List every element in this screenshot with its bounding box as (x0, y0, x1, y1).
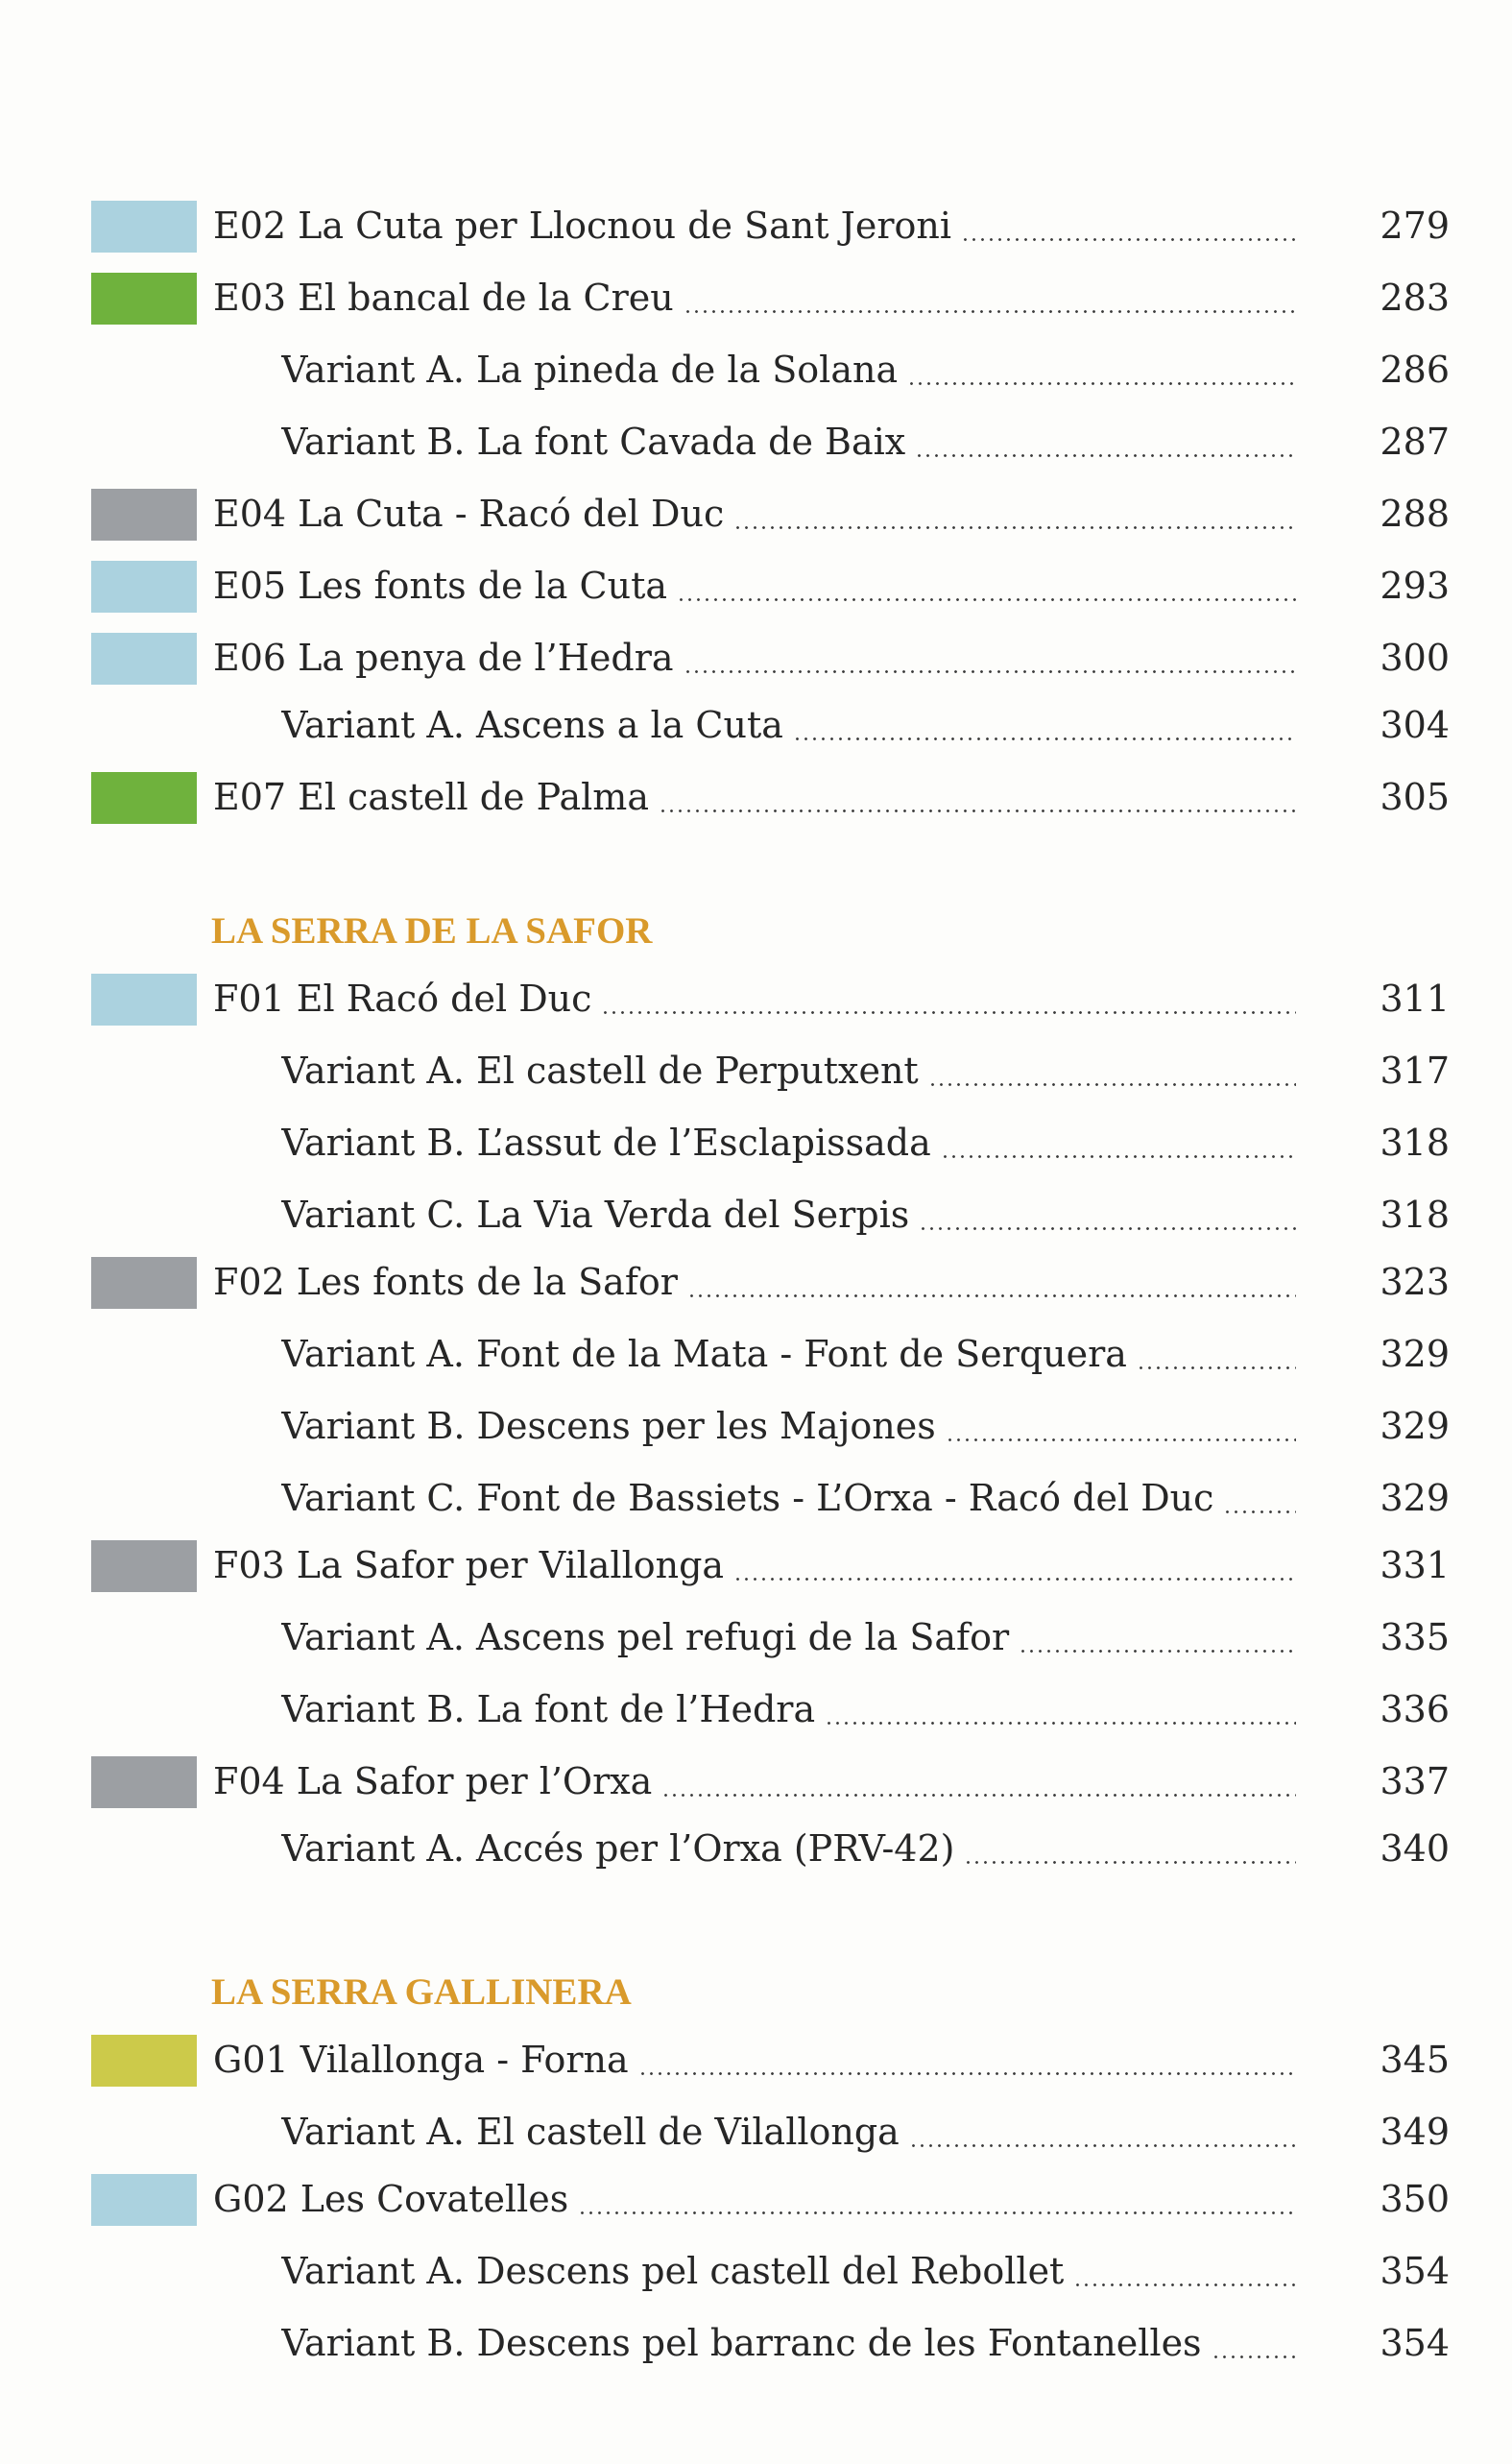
page-number: 329 (1380, 1405, 1450, 1447)
entry-title: E07 El castell de Palma (213, 768, 659, 826)
toc-variant-entry[interactable] (0, 2242, 1512, 2300)
entry-title: Variant A. El castell de Vilallonga (281, 2103, 909, 2161)
dot-leader (733, 485, 1296, 543)
dot-leader (733, 1536, 1296, 1594)
page-number: 329 (1380, 1333, 1450, 1375)
entry-title: Variant B. La font Cavada de Baix (281, 413, 915, 471)
entry-title: E03 El bancal de la Creu (213, 269, 684, 326)
dot-leader (793, 696, 1296, 754)
dot-leader (684, 629, 1296, 687)
toc-route-entry[interactable] (0, 1536, 1512, 1594)
entry-title: Variant C. Font de Bassiets - L’Orxa - Racó del Duc (281, 1469, 1223, 1527)
page-number: 323 (1380, 1261, 1450, 1303)
dot-leader (684, 269, 1296, 326)
route-color-swatch (91, 1257, 197, 1309)
dot-leader (638, 2031, 1296, 2089)
page-number: 286 (1380, 349, 1450, 391)
route-color-swatch (91, 561, 197, 613)
page-number: 283 (1380, 277, 1450, 319)
page-number: 335 (1380, 1616, 1450, 1658)
entry-title: Variant A. Accés per l’Orxa (PRV-42) (281, 1820, 964, 1877)
toc-variant-entry[interactable] (0, 1820, 1512, 1877)
page-number: 354 (1380, 2250, 1450, 2292)
toc-route-entry[interactable] (0, 1752, 1512, 1810)
route-color-swatch (91, 974, 197, 1026)
entry-title: Variant A. Ascens pel refugi de la Safor (281, 1608, 1019, 1666)
page-number: 337 (1380, 1760, 1450, 1802)
page-number: 329 (1380, 1477, 1450, 1519)
dot-leader (659, 768, 1296, 826)
entry-title: F03 La Safor per Vilallonga (213, 1536, 733, 1594)
dot-leader (928, 1042, 1296, 1099)
entry-title: E06 La penya de l’Hedra (213, 629, 684, 687)
entry-title: G01 Vilallonga - Forna (213, 2031, 638, 2089)
page-number: 304 (1380, 704, 1450, 746)
route-color-swatch (91, 489, 197, 541)
entry-title: Variant B. Descens per les Majones (281, 1397, 946, 1455)
entry-title: E02 La Cuta per Llocnou de Sant Jeroni (213, 197, 961, 254)
entry-title: Variant A. Descens pel castell del Rebollet (281, 2242, 1073, 2300)
dot-leader (909, 2103, 1296, 2161)
page-number: 293 (1380, 565, 1450, 607)
entry-title: E05 Les fonts de la Cuta (213, 557, 677, 615)
route-color-swatch (91, 201, 197, 253)
entry-title: G02 Les Covatelles (213, 2170, 578, 2228)
toc-route-entry[interactable] (0, 557, 1512, 615)
page-number: 331 (1380, 1544, 1450, 1586)
page-number: 318 (1380, 1194, 1450, 1236)
toc-route-entry[interactable] (0, 629, 1512, 687)
entry-title: Variant B. La font de l’Hedra (281, 1680, 825, 1738)
page-number: 336 (1380, 1688, 1450, 1730)
route-color-swatch (91, 273, 197, 325)
toc-route-entry[interactable] (0, 768, 1512, 826)
dot-leader (915, 413, 1296, 471)
page-number: 305 (1380, 776, 1450, 818)
toc-variant-entry[interactable] (0, 1186, 1512, 1244)
page-number: 345 (1380, 2039, 1450, 2081)
toc-variant-entry[interactable] (0, 1608, 1512, 1666)
toc-variant-entry[interactable] (0, 2314, 1512, 2372)
entry-title: Variant A. La pineda de la Solana (281, 341, 907, 399)
toc-route-entry[interactable] (0, 197, 1512, 254)
toc-variant-entry[interactable] (0, 1469, 1512, 1527)
toc-route-entry[interactable] (0, 485, 1512, 543)
dot-leader (578, 2170, 1296, 2228)
dot-leader (677, 557, 1296, 615)
page-number: 350 (1380, 2178, 1450, 2220)
page-number: 300 (1380, 637, 1450, 679)
toc-variant-entry[interactable] (0, 2103, 1512, 2161)
toc-variant-entry[interactable] (0, 1042, 1512, 1099)
dot-leader (941, 1114, 1296, 1172)
route-color-swatch (91, 1540, 197, 1592)
route-color-swatch (91, 2174, 197, 2226)
page-number: 311 (1380, 978, 1450, 1020)
page-number: 349 (1380, 2111, 1450, 2153)
entry-title: F01 El Racó del Duc (213, 970, 601, 1027)
toc-route-entry[interactable] (0, 2170, 1512, 2228)
toc-variant-entry[interactable] (0, 1114, 1512, 1172)
route-color-swatch (91, 633, 197, 685)
dot-leader (601, 970, 1296, 1027)
toc-route-entry[interactable] (0, 1253, 1512, 1311)
page-number: 354 (1380, 2322, 1450, 2364)
route-color-swatch (91, 1756, 197, 1808)
dot-leader (661, 1752, 1296, 1810)
page-number: 288 (1380, 493, 1450, 535)
dot-leader (961, 197, 1296, 254)
dot-leader (946, 1397, 1296, 1455)
dot-leader (1019, 1608, 1296, 1666)
page-number: 279 (1380, 205, 1450, 247)
page-number: 317 (1380, 1050, 1450, 1092)
section-heading: LA SERRA DE LA SAFOR (211, 910, 653, 952)
dot-leader (825, 1680, 1296, 1738)
entry-title: Variant C. La Via Verda del Serpis (281, 1186, 919, 1244)
route-color-swatch (91, 2035, 197, 2087)
dot-leader (1073, 2242, 1296, 2300)
entry-title: F04 La Safor per l’Orxa (213, 1752, 661, 1810)
dot-leader (1137, 1325, 1296, 1383)
dot-leader (1223, 1469, 1296, 1527)
dot-leader (919, 1186, 1296, 1244)
entry-title: Variant A. Font de la Mata - Font de Serquera (281, 1325, 1137, 1383)
toc-variant-entry[interactable] (0, 1325, 1512, 1383)
entry-title: E04 La Cuta - Racó del Duc (213, 485, 733, 543)
dot-leader (964, 1820, 1296, 1877)
page-number: 340 (1380, 1827, 1450, 1870)
entry-title: Variant B. Descens pel barranc de les Fontanelles (281, 2314, 1212, 2372)
entry-title: Variant A. Ascens a la Cuta (281, 696, 793, 754)
entry-title: Variant A. El castell de Perputxent (281, 1042, 928, 1099)
toc-route-entry[interactable] (0, 2031, 1512, 2089)
page-number: 318 (1380, 1122, 1450, 1164)
toc-variant-entry[interactable] (0, 696, 1512, 754)
dot-leader (1212, 2314, 1296, 2372)
toc-route-entry[interactable] (0, 269, 1512, 326)
entry-title: F02 Les fonts de la Safor (213, 1253, 687, 1311)
toc-variant-entry[interactable] (0, 341, 1512, 399)
section-heading: LA SERRA GALLINERA (211, 1971, 632, 2013)
toc-variant-entry[interactable] (0, 1397, 1512, 1455)
dot-leader (907, 341, 1296, 399)
entry-title: Variant B. L’assut de l’Esclapissada (281, 1114, 941, 1172)
toc-variant-entry[interactable] (0, 1680, 1512, 1738)
page-number: 287 (1380, 421, 1450, 463)
route-color-swatch (91, 772, 197, 824)
toc-route-entry[interactable] (0, 970, 1512, 1027)
dot-leader (687, 1253, 1296, 1311)
toc-variant-entry[interactable] (0, 413, 1512, 471)
